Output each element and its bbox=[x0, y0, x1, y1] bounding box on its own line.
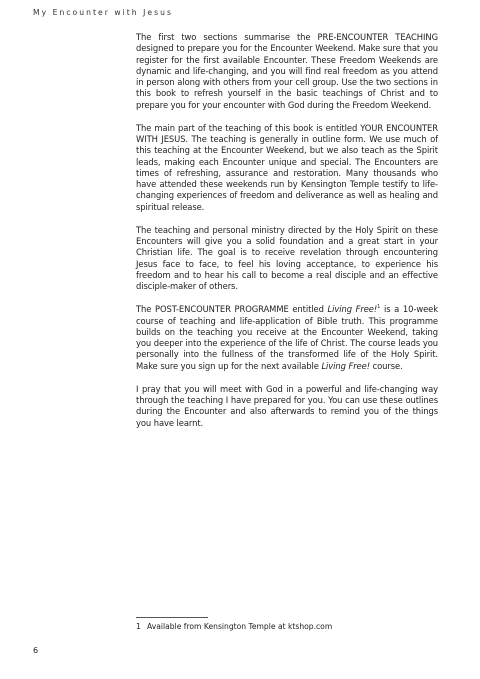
paragraph-pre-encounter: The first two sections summarise the PRE-ENCOUNTER TEACHING designed to prepare you for the Encounter Weekend. Make sure that you register for the first available Encounter. These Freedom Weekends are dynamic and life-changing, and you will find real freedom as you attend in person along with others from your cell group. Use the two sections in this book to refresh yourself in the basic teachings of Christ and to prepare you for your encounter with God during the Freedom Weekend. bbox=[136, 32, 438, 110]
footnote-rule bbox=[136, 617, 208, 618]
living-free-title-second: Living Free! bbox=[321, 360, 370, 371]
post-encounter-text-end: course. bbox=[369, 360, 403, 371]
footnote-number: 1 bbox=[136, 622, 141, 631]
living-free-title: Living Free! bbox=[327, 304, 378, 315]
body-text bbox=[136, 32, 438, 441]
page-number: 6 bbox=[33, 646, 39, 655]
paragraph-post-encounter bbox=[136, 304, 438, 372]
paragraph-prayer: I pray that you will meet with God in a powerful and life-changing way through the teaching I have prepared for you. You can use these outlines during the Encounter and also afterwards to remind you of the things you have learnt. bbox=[136, 383, 438, 428]
post-encounter-text-start: The POST-ENCOUNTER PROGRAMME entitled bbox=[136, 304, 328, 315]
paragraph-holy-spirit-ministry: The teaching and personal ministry directed by the Holy Spirit on these Encounters will give you a solid foundation and a great start in your Christian life. The goal is to receive revelation through encountering Jesus face to face, to feel his loving acceptance, to experience his freedom and to hear his call to become a real disciple and an effective disciple-maker of others. bbox=[136, 224, 438, 291]
footnote bbox=[136, 622, 332, 631]
footnote-text: Available from Kensington Temple at ktshop.com bbox=[147, 622, 333, 631]
running-header: My Encounter with Jesus bbox=[33, 8, 174, 17]
paragraph-main-teaching: The main part of the teaching of this book is entitled YOUR ENCOUNTER WITH JESUS. The teaching is generally in outline form. We use much of this teaching at the Encounter Weekend, but we also teach as the Spirit leads, making each Encounter unique and special. The Encounters are times of refreshing, assurance and restoration. Many thousands who have attended these weekends run by Kensington Temple testify to life-changing experiences of freedom and deliverance as well as healing and spiritual release. bbox=[136, 122, 438, 212]
footnote-reference: 1 bbox=[377, 304, 381, 311]
post-encounter-text-middle: is a 10-week course of teaching and life-application of Bible truth. This programme builds on the teaching you receive at the Encounter Weekend, taking you deeper into the experience of the life of Christ. The course leads you personally into the fullness of the transformed life of the Holy Spirit. Make sure you sign up for the next available bbox=[136, 304, 439, 371]
